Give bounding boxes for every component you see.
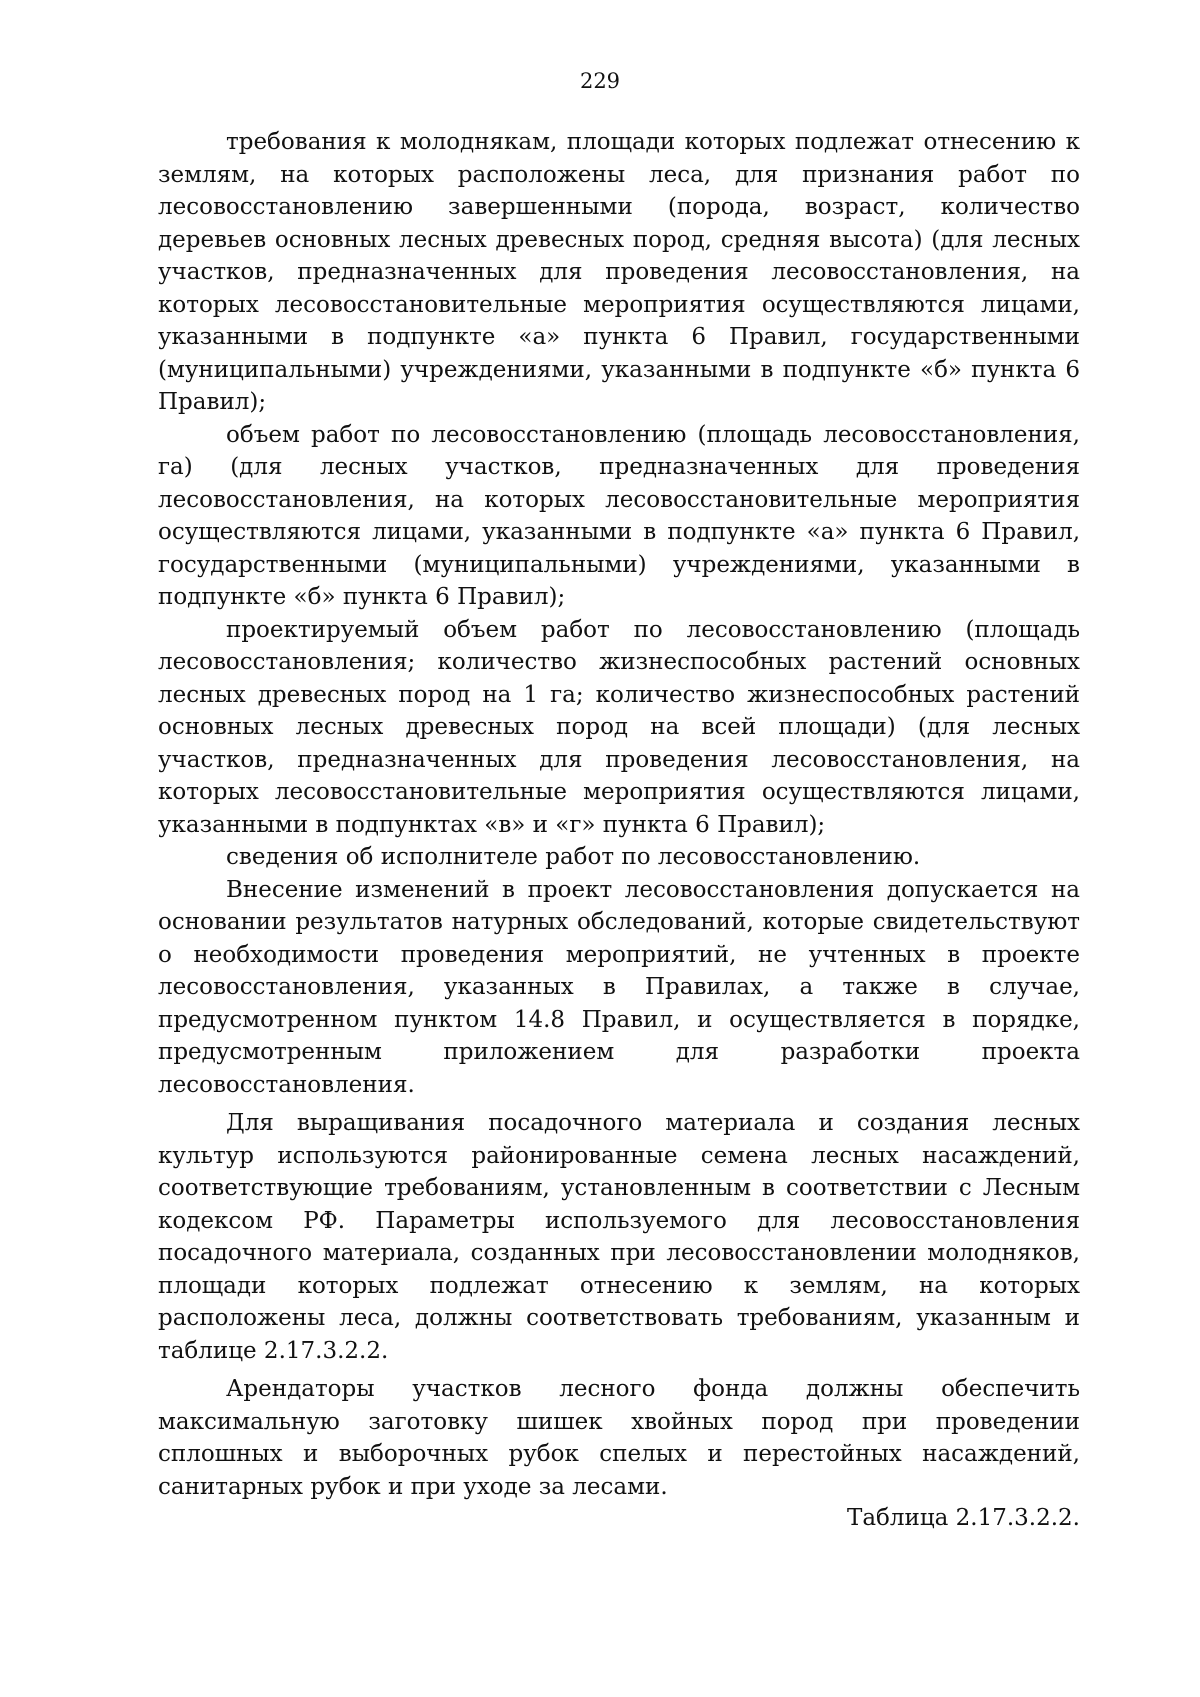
- paragraph-cone-harvesting: Арендаторы участков лесного фонда должны обеспечить максимальную заготовку шишек хвойных пород при проведении сплошных и выборочных рубок спелых и перестойных насаждений, санитарных рубок и при уходе за лесами.: [158, 1376, 1080, 1500]
- document-body: [158, 126, 1080, 1503]
- paragraph-planting-material: Для выращивания посадочного материала и создания лесных культур используются районированные семена лесных насаждений, соответствующие требованиям, установленным в соответствии с Лесным кодексом РФ. Параметры используемого для лесовосстановления посадочного материала, созданных при лесовосстановлении молодняков, площади которых подлежат отнесению к землям, на которых расположены леса, должны соответствовать требованиям, указанным и таблице 2.17.3.2.2.: [158, 1110, 1080, 1364]
- page-number: 229: [579, 69, 621, 93]
- paragraph-work-volume: объем работ по лесовосстановлению (площадь лесовосстановления, га) (для лесных участков, предназначенных для проведения лесовосстановления, на которых лесовосстановительные мероприятия осуществляются лицами, указанными в подпункте «а» пункта 6 Правил, государственными (муниципальными) учреждениями, указанными в подпункте «б» пункта 6 Правил);: [158, 421, 1080, 610]
- paragraph-young-stand-requirements: требования к молоднякам, площади которых подлежат отнесению к землям, на которых расположены леса, для признания работ по лесовосстановлению завершенными (порода, возраст, количество деревьев основных лесных древесных пород, средняя высота) (для лесных участков, предназначенных для проведения лесовосстановления, на которых лесовосстановительные мероприятия осуществляются лицами, указанными в подпункте «а» пункта 6 Правил, государственными (муниципальными) учреждениями, указанными в подпункте «б» пункта 6 Правил);: [158, 129, 1080, 415]
- paragraph-project-changes: Внесение изменений в проект лесовосстановления допускается на основании результатов натурных обследований, которые свидетельствуют о необходимости проведения мероприятий, не учтенных в проекте лесовосстановления, указанных в Правилах, а также в случае, предусмотренном пунктом 14.8 Правил, и осуществляется в порядке, предусмотренным приложением для разработки проекта лесовосстановления.: [158, 876, 1080, 1098]
- table-caption: Таблица 2.17.3.2.2.: [846, 1505, 1080, 1531]
- paragraph-projected-work-volume: проектируемый объем работ по лесовосстановлению (площадь лесовосстановления; количество жизнеспособных растений основных лесных древесных пород на 1 га; количество жизнеспособных растений основных лесных древесных пород на всей площади) (для лесных участков, предназначенных для проведения лесовосстановления, на которых лесовосстановительные мероприятия осуществляются лицами, указанными в подпунктах «в» и «г» пункта 6 Правил);: [158, 616, 1080, 838]
- paragraph-contractor-info: сведения об исполнителе работ по лесовосстановлению.: [226, 844, 921, 870]
